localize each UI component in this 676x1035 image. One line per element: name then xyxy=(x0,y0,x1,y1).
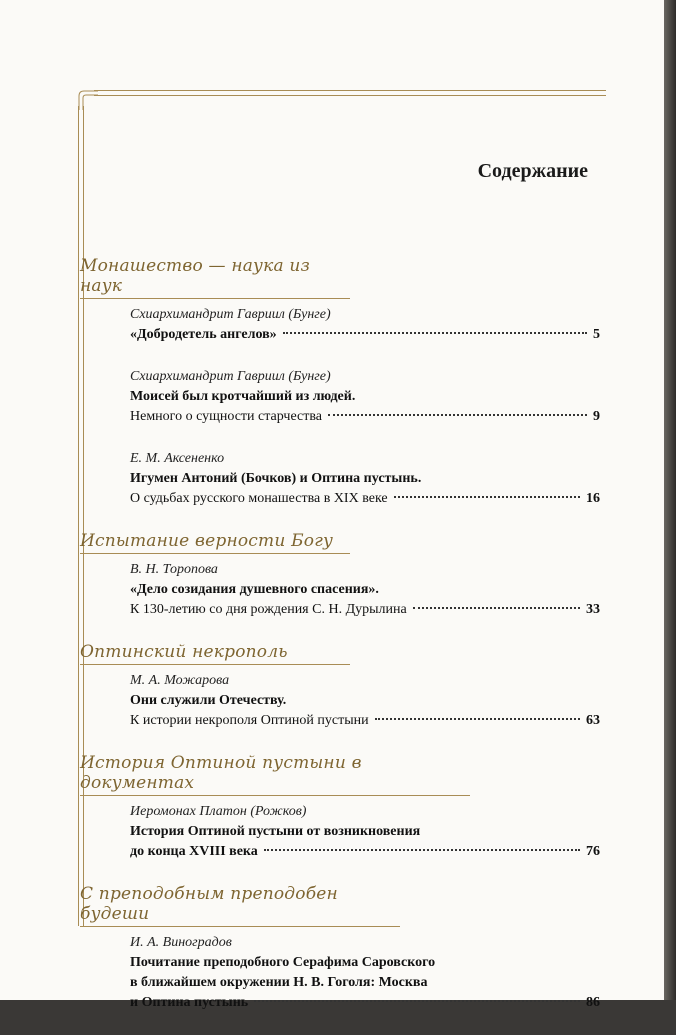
toc-section xyxy=(80,642,600,731)
entry-title: «Дело созидания душевного спасения». xyxy=(130,582,379,597)
entry-subtitle-line xyxy=(130,489,600,509)
entry-subtitle: Немного о сущности старчества xyxy=(130,409,322,424)
entry-subtitle-line xyxy=(130,711,600,731)
entry-title-line xyxy=(130,842,600,862)
entry-title-line xyxy=(130,325,600,345)
page-number: 33 xyxy=(586,602,600,617)
toc-entry[interactable] xyxy=(130,671,600,731)
section-title: Монашество — наука из наук xyxy=(80,256,350,299)
entry-title-line xyxy=(130,953,600,973)
entry-title-continued: в ближайшем окружении Н. В. Гоголя: Москва xyxy=(130,975,428,990)
toc-entry[interactable] xyxy=(130,449,600,509)
frame-corner-ornament xyxy=(76,88,100,112)
entry-author: В. Н. Торопова xyxy=(130,562,218,577)
entry-subtitle: О судьбах русского монашества в XIX веке xyxy=(130,491,388,506)
toc-entry[interactable] xyxy=(130,367,600,427)
section-title: История Оптиной пустыни в документах xyxy=(80,753,470,796)
entry-title: Они служили Отечеству. xyxy=(130,693,287,708)
toc-entry[interactable] xyxy=(130,305,600,345)
entry-author: М. А. Можарова xyxy=(130,673,230,688)
entry-author: И. А. Виноградов xyxy=(130,935,232,950)
entry-title-line xyxy=(130,469,600,489)
entry-title: Почитание преподобного Серафима Саровского xyxy=(130,955,436,970)
entry-author: Е. М. Аксененко xyxy=(130,451,225,466)
section-title: С преподобным преподобен будеши xyxy=(80,884,400,927)
page-number: 9 xyxy=(593,409,600,424)
page-title: Содержание xyxy=(477,160,588,182)
toc-section xyxy=(80,531,600,620)
toc-entry[interactable] xyxy=(130,802,600,862)
toc-section xyxy=(80,884,600,1013)
dot-leader xyxy=(328,413,587,416)
page-number: 16 xyxy=(586,491,600,506)
entry-author: Схиархимандрит Гавриил (Бунге) xyxy=(130,369,331,384)
entry-title-line xyxy=(130,387,600,407)
dot-leader xyxy=(394,495,580,498)
section-title: Испытание верности Богу xyxy=(80,531,350,554)
page-number: 5 xyxy=(593,327,600,342)
entry-title-line xyxy=(130,973,600,993)
toc-section xyxy=(80,753,600,862)
entry-author: Иеромонах Платон (Рожков) xyxy=(130,804,307,819)
page-edge-shadow xyxy=(664,0,676,1000)
entry-title-continued: до конца XVIII века xyxy=(130,844,258,859)
dot-leader xyxy=(413,606,580,609)
section-title: Оптинский некрополь xyxy=(80,642,350,665)
entry-title-line xyxy=(130,993,600,1013)
entry-subtitle: К истории некрополя Оптиной пустыни xyxy=(130,713,369,728)
dot-leader xyxy=(254,999,580,1002)
entry-title-line xyxy=(130,691,600,711)
entry-title-continued: и Оптина пустынь xyxy=(130,995,249,1010)
page-number: 63 xyxy=(586,713,600,728)
entry-subtitle: К 130-летию со дня рождения С. Н. Дурылина xyxy=(130,602,407,617)
toc-entry[interactable] xyxy=(130,933,600,1013)
entry-subtitle-line xyxy=(130,407,600,427)
table-of-contents xyxy=(80,250,600,1035)
entry-author: Схиархимандрит Гавриил (Бунге) xyxy=(130,307,331,322)
frame-top-rule xyxy=(94,90,606,96)
entry-title: История Оптиной пустыни от возникновения xyxy=(130,824,421,839)
entry-title: «Добродетель ангелов» xyxy=(130,327,277,342)
entry-title-line xyxy=(130,580,600,600)
dot-leader xyxy=(375,717,580,720)
page-number: 76 xyxy=(586,844,600,859)
toc-section xyxy=(80,256,600,509)
entry-title-line xyxy=(130,822,600,842)
dot-leader xyxy=(283,331,587,334)
toc-entry[interactable] xyxy=(130,560,600,620)
dot-leader xyxy=(264,848,580,851)
entry-subtitle-line xyxy=(130,600,600,620)
entry-title: Моисей был кротчайший из людей. xyxy=(130,389,356,404)
page-number: 86 xyxy=(586,995,600,1010)
entry-title: Игумен Антоний (Бочков) и Оптина пустынь. xyxy=(130,471,422,486)
